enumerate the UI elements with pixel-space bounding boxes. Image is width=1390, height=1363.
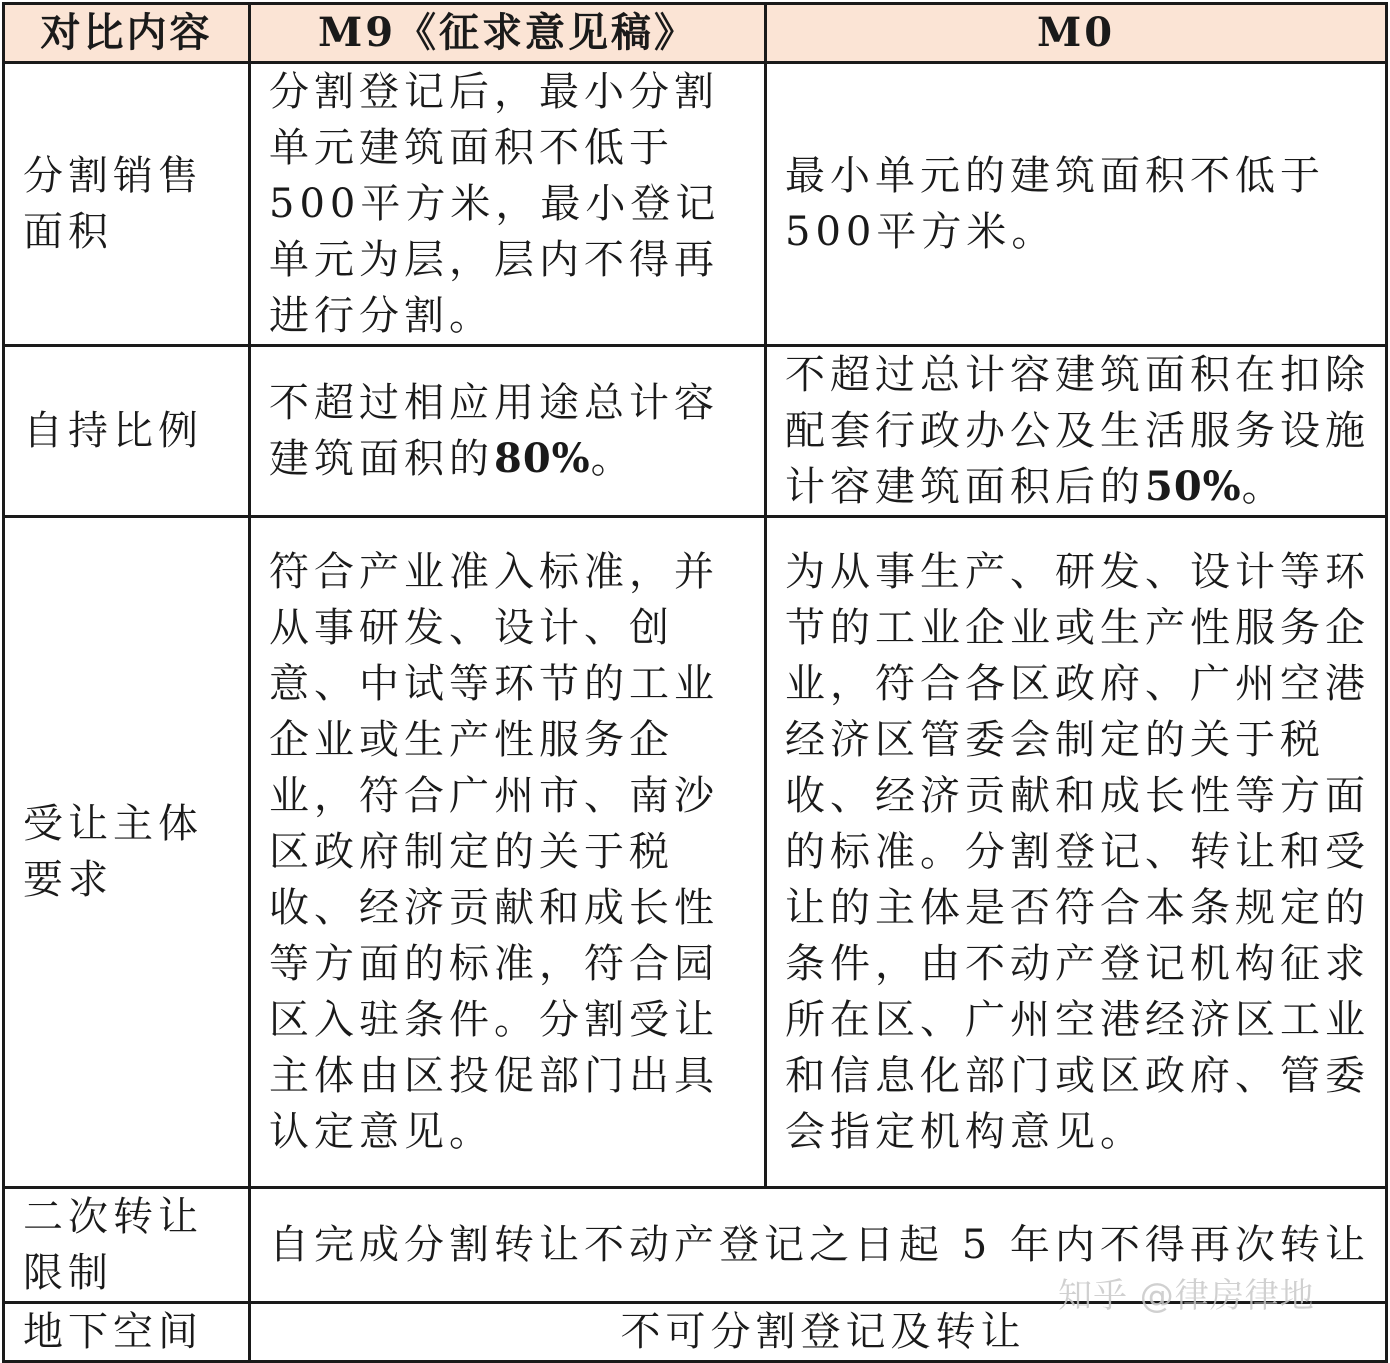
row-label-ratio: 自持比例 — [4, 346, 250, 517]
watermark: 知乎 @律房律地 — [1058, 1276, 1315, 1316]
table-row-subject — [4, 517, 1387, 1188]
m0-ratio-text: 不超过总计容建筑面积在扣除配套行政办公及生活服务设施计容建筑面积后的 — [785, 352, 1370, 510]
header-row — [4, 4, 1387, 63]
m0-ratio-end: 。 — [1241, 464, 1287, 510]
table-row-area — [4, 63, 1387, 346]
m0-subject-cell: 为从事生产、研发、设计等环节的工业企业或生产性服务企业，符合各区政府、广州空港经济区管委会制定的关于税收、经济贡献和成长性等方面的标准。分割登记、转让和受让的主体是否符合本条规定的条件，由不动产登记机构征求所在区、广州空港经济区工业和信息化部门或区政府、管委会指定机构意见。 — [766, 517, 1387, 1188]
row-label-resale: 二次转让限制 — [4, 1188, 250, 1303]
m9-ratio-text: 不超过相应用途总计容建筑面积的 — [269, 380, 719, 482]
m9-area-cell: 分割登记后，最小分割单元建筑面积不低于500平方米，最小登记单元为层，层内不得再进行分割。 — [250, 63, 766, 346]
row-label-underground: 地下空间 — [4, 1303, 250, 1362]
table-row-resale — [4, 1188, 1387, 1303]
resale-cell: 自完成分割转让不动产登记之日起 5 年内不得再次转让 — [250, 1188, 1387, 1303]
header-m0: M0 — [766, 4, 1387, 63]
underground-cell: 不可分割登记及转让 — [250, 1303, 1387, 1362]
header-compare-item: 对比内容 — [4, 4, 250, 63]
m0-area-cell: 最小单元的建筑面积不低于500平方米。 — [766, 63, 1387, 346]
table-row-ratio — [4, 346, 1387, 517]
header-m9-draft: M9《征求意见稿》 — [250, 4, 766, 63]
m0-ratio-cell — [766, 346, 1387, 517]
m9-ratio-value: 80% — [494, 435, 591, 482]
m9-ratio-end: 。 — [590, 436, 636, 482]
row-label-area: 分割销售面积 — [4, 63, 250, 346]
m9-ratio-cell — [250, 346, 766, 517]
comparison-table — [2, 2, 1388, 1363]
row-label-subject: 受让主体要求 — [4, 517, 250, 1188]
m9-subject-cell: 符合产业准入标准，并从事研发、设计、创意、中试等环节的工业企业或生产性服务企业，符合广州市、南沙区政府制定的关于税收、经济贡献和成长性等方面的标准，符合园区入驻条件。分割受让主体由区投促部门出具认定意见。 — [250, 517, 766, 1188]
table-row-underground — [4, 1303, 1387, 1362]
m0-ratio-value: 50% — [1145, 463, 1242, 510]
